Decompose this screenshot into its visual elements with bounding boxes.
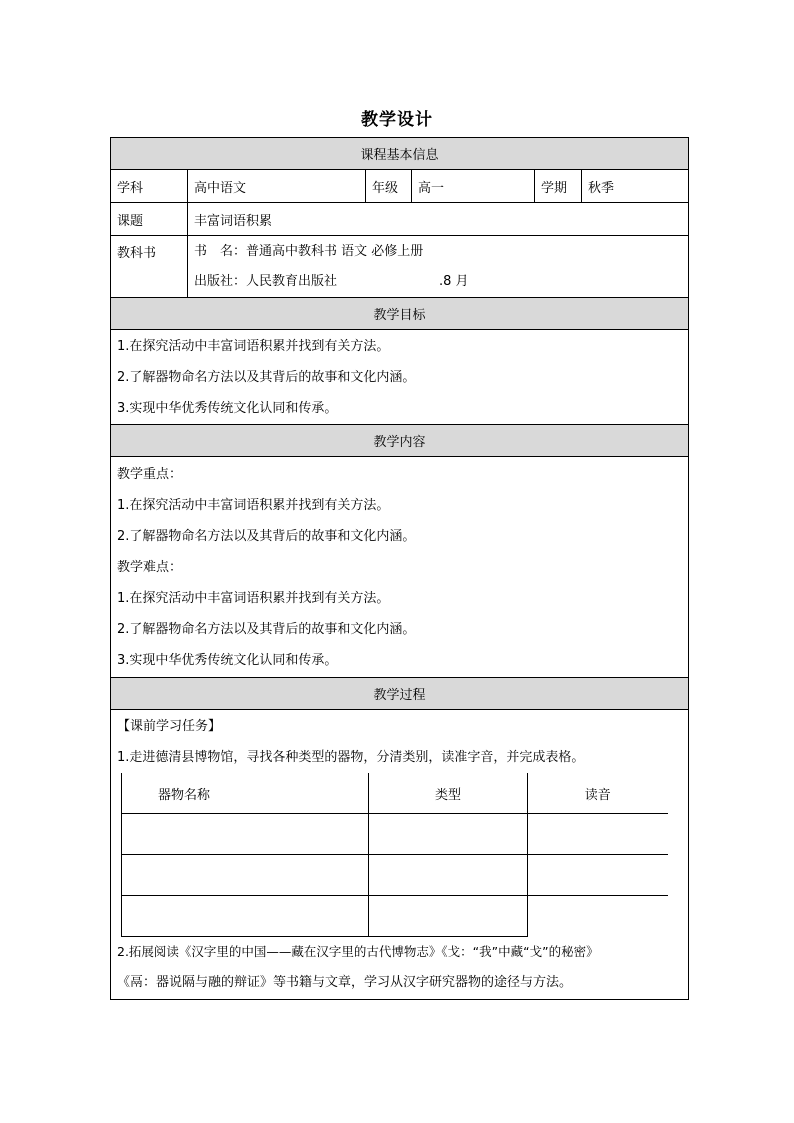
basic-info-header: 课程基本信息 [111, 138, 689, 170]
textbook-label: 教科书 [111, 236, 188, 298]
col-header-type: 类型 [369, 773, 528, 814]
difficult-point-item: 3.实现中华优秀传统文化认同和传承。 [117, 652, 338, 668]
difficult-points-label: 教学难点： [117, 559, 183, 575]
pre-task-label: 【课前学习任务】 [117, 719, 222, 734]
objective-item: 1.在探究活动中丰富词语积累并找到有关方法。 [117, 338, 390, 354]
artifact-table-wrap [117, 773, 682, 936]
key-points-label: 教学重点： [117, 466, 183, 482]
topic-label: 课题 [111, 203, 188, 236]
table-row [122, 896, 668, 937]
objective-item: 3.实现中华优秀传统文化认同和传承。 [117, 400, 338, 416]
publisher-text: 出版社：人民教育出版社 [194, 274, 338, 289]
col-header-pronunciation: 读音 [528, 773, 668, 814]
key-point-item: 1.在探究活动中丰富词语积累并找到有关方法。 [117, 497, 390, 513]
process-header: 教学过程 [111, 678, 689, 710]
table-cell[interactable] [122, 896, 369, 937]
objective-item: 2.了解器物命名方法以及其背后的故事和文化内涵。 [117, 369, 416, 385]
lesson-plan-table [110, 137, 689, 1000]
subject-value: 高中语文 [188, 170, 366, 203]
table-row [122, 814, 668, 855]
table-cell[interactable] [528, 814, 668, 855]
publish-date: .8 月 [439, 274, 469, 289]
table-cell[interactable] [122, 855, 369, 896]
table-row [122, 855, 668, 896]
difficult-point-item: 1.在探究活动中丰富词语积累并找到有关方法。 [117, 590, 390, 606]
textbook-title: 书 名：普通高中教科书 语文 必修上册 [194, 244, 424, 259]
objectives-header: 教学目标 [111, 298, 689, 330]
objectives-list [111, 330, 689, 425]
task-1: 1.走进德清县博物馆，寻找各种类型的器物，分清类别，读准字音，并完成表格。 [117, 750, 585, 765]
process-body [111, 710, 689, 1000]
grade-label: 年级 [366, 170, 412, 203]
textbook-info [188, 236, 689, 298]
table-cell[interactable] [528, 896, 668, 937]
grade-value: 高一 [412, 170, 535, 203]
topic-value: 丰富词语积累 [188, 203, 689, 236]
difficult-point-item: 2.了解器物命名方法以及其背后的故事和文化内涵。 [117, 621, 416, 637]
artifact-table [121, 773, 668, 937]
page-title: 教学设计 [361, 110, 433, 130]
content-header: 教学内容 [111, 425, 689, 457]
term-label: 学期 [535, 170, 582, 203]
term-value: 秋季 [582, 170, 689, 203]
task-2-line-1: 2.拓展阅读《汉字里的中国——藏在汉字里的古代博物志》《戈：“我”中藏“戈”的秘密》 [117, 944, 599, 959]
col-header-name: 器物名称 [122, 773, 369, 814]
key-point-item: 2.了解器物命名方法以及其背后的故事和文化内涵。 [117, 528, 416, 544]
task-2-line-2: 《鬲：器说隔与融的辩证》等书籍与文章，学习从汉字研究器物的途径与方法。 [117, 975, 573, 990]
subject-label: 学科 [111, 170, 188, 203]
content-body [111, 457, 689, 678]
table-cell[interactable] [369, 896, 528, 937]
table-cell[interactable] [369, 814, 528, 855]
table-cell[interactable] [122, 814, 369, 855]
table-cell[interactable] [369, 855, 528, 896]
table-cell[interactable] [528, 855, 668, 896]
textbook-publisher [194, 267, 682, 297]
